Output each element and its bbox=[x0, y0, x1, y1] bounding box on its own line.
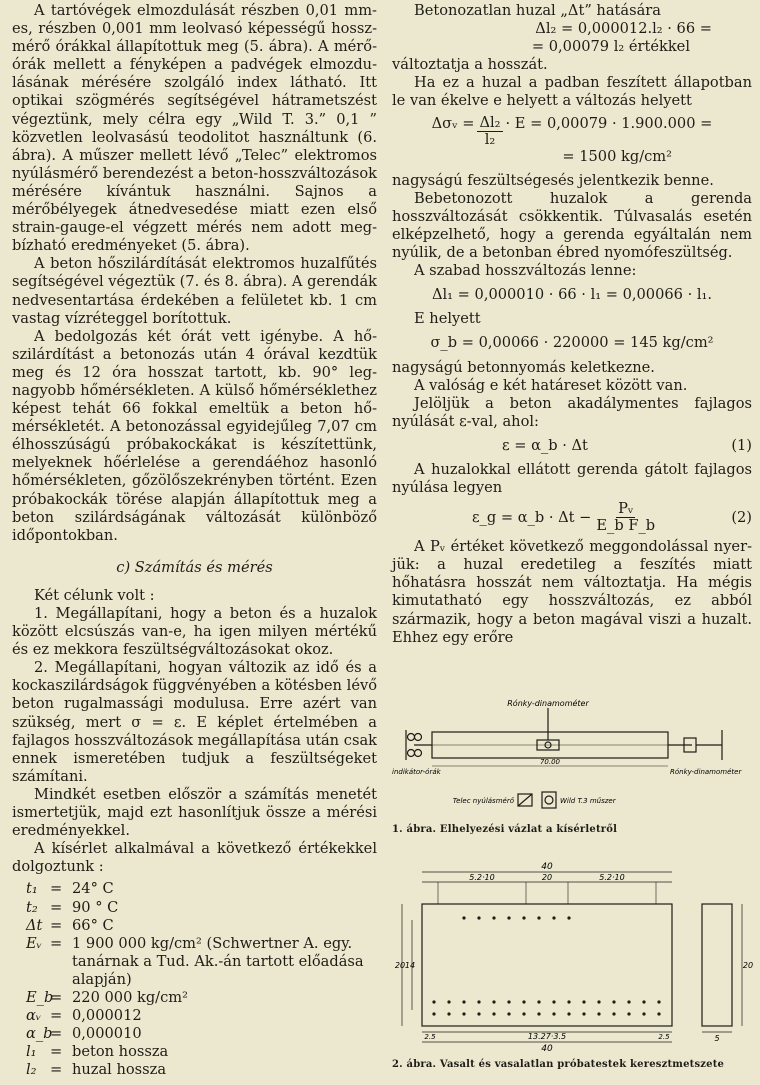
label-length: 70.00 bbox=[539, 758, 561, 766]
equation: σ_b = 0,00066 · 220000 = 145 kg/cm² bbox=[430, 334, 714, 352]
paragraph: Két célunk volt : bbox=[34, 586, 155, 604]
equation-number: (1) bbox=[731, 436, 752, 454]
paragraph: Mindkét esetben először a számítás menetét ismertetjük, majd ezt hasonlítjuk össze a mérési eredményekkel. bbox=[12, 785, 377, 840]
indicator-dial bbox=[408, 750, 415, 757]
telec-legend-symbol bbox=[518, 794, 532, 806]
dim-side-height: 20 bbox=[742, 961, 754, 970]
dim-inner-height: 14 bbox=[404, 961, 416, 970]
wire-dot bbox=[432, 1000, 435, 1003]
paragraph: E helyett bbox=[414, 310, 481, 328]
indicator-dial bbox=[408, 734, 415, 741]
wire-dot bbox=[567, 1000, 570, 1003]
wire-dot bbox=[507, 1012, 510, 1015]
wild-legend-symbol bbox=[545, 796, 553, 804]
wire-dot bbox=[612, 1012, 615, 1015]
label-dynamometer-right: Rónky-dinamométer bbox=[670, 768, 742, 776]
wire-dot bbox=[552, 1000, 555, 1003]
dim-side-width: 5 bbox=[714, 1034, 720, 1043]
variable-row: αᵥ = 0,000012 bbox=[26, 1007, 142, 1025]
wire-dot bbox=[657, 1000, 660, 1003]
dim-total-bottom: 40 bbox=[541, 1044, 553, 1054]
variable-row: Δt = 66° C bbox=[26, 916, 114, 934]
indicator-dial bbox=[415, 734, 422, 741]
equation: ε = α_b · Δt (1) bbox=[502, 436, 752, 454]
dim-seg-left: 5.2·10 bbox=[469, 873, 495, 882]
dim-height: 20 bbox=[394, 961, 406, 970]
wire-dot bbox=[492, 1012, 495, 1015]
equation: ε_g = α_b · Δt − $\frac{\text{Pᵥ}}{\text{E\_b F\_b}}$ (2) bbox=[472, 500, 752, 535]
paragraph: A Pᵥ értéket következő meggondolással nyerjük: a huzal eredetileg a feszítés miatt hőhatásra hosszát nem változtatja. Ha mégis kimutatható egy hosszváltozás, ez abból származik, hogy a beton magával viszi a huzalt. Ehhez egy erőre bbox=[392, 538, 752, 646]
equation: = 1500 kg/cm² bbox=[562, 147, 672, 165]
paragraph: nagyságú feszültségesés jelentkezik benne. bbox=[392, 171, 714, 189]
wire-dot bbox=[507, 1000, 510, 1003]
legend-telec: Telec nyúlásmérő bbox=[452, 797, 514, 805]
wire-dot bbox=[597, 1000, 600, 1003]
paragraph: A tartóvégek elmozdulását részben 0,01 mm-es, részben 0,001 mm leolvasó képességű hosszmérő órákkal állapítottuk meg (5. ábra). A mérőórák mellett a fényképen a padvégek elmozdulásának mérésére szolgáló index látható. Itt optikai szögmérés segítségével hátrametszést végeztünk, mely célra egy „Wild T. 3.” 0,1 ” közvetlen leolvasású teodolitot használtunk (6. ábra). A műszer mellett lévő „Telec” elektromos nyúlásmérő berendezést a beton-hosszváltozások mérésére kívántuk használni. Sajnos a mérőbélyegek átnedvesedése miatt ezen első strain-gauge-el végzett mérés nem adott megbízható eredményeket (5. ábra). bbox=[12, 2, 377, 255]
wire-dot bbox=[537, 1012, 540, 1015]
variable-row: E_b = 220 000 kg/cm² bbox=[26, 988, 188, 1006]
dim-seg-mid: 20 bbox=[541, 873, 553, 882]
legend-wild: Wild T.3 műszer bbox=[560, 797, 616, 805]
paragraph: 1. Megállapítani, hogy a beton és a huzalok között elcsúszás van-e, ha igen milyen mértékű és ez mekkora feszültségváltozásokat okoz. bbox=[12, 605, 377, 659]
fraction: $\frac{\text{Δl₂}}{\text{l₂}}$ bbox=[479, 113, 501, 148]
equation: = 0,00079 l₂ értékkel bbox=[531, 38, 690, 56]
figure-1-caption: 1. ábra. Elhelyezési vázlat a kísérletről bbox=[392, 824, 618, 835]
wire-dots bbox=[432, 916, 660, 1015]
paragraph: A valóság e két határeset között van. bbox=[414, 376, 688, 394]
wire-dot bbox=[642, 1012, 645, 1015]
paragraph: A huzalokkal ellátott gerenda gátolt fajlagos nyúlása legyen bbox=[392, 460, 752, 497]
right-column bbox=[392, 2, 752, 647]
label-dynamometer-top: Rónky-dinamométer bbox=[507, 699, 589, 708]
paragraph: A kísérlet alkalmával a következő értékekkel dolgoztunk : bbox=[12, 840, 377, 876]
wire-dot bbox=[447, 1012, 450, 1015]
paragraph: Jelöljük a beton akadálymentes fajlagos nyúlását ε-val, ahol: bbox=[392, 394, 752, 430]
indicator-dial bbox=[415, 750, 422, 757]
fraction: $\frac{\text{Pᵥ}}{\text{E\_b F\_b}}$ bbox=[596, 500, 656, 535]
wire-dot bbox=[507, 916, 510, 919]
figure-2-caption: 2. ábra. Vasalt és vasalatlan próbatestek keresztmetszete bbox=[392, 1059, 725, 1070]
left-column bbox=[12, 2, 377, 1079]
dim-seg-right: 5.2·10 bbox=[599, 873, 625, 882]
wire-dot bbox=[627, 1012, 630, 1015]
wire-dot bbox=[462, 1000, 465, 1003]
dim-bottom-right: 2.5 bbox=[658, 1033, 670, 1041]
variable-row: l₂ = huzal hossza bbox=[26, 1061, 167, 1079]
wire-dot bbox=[477, 1000, 480, 1003]
wire-dot bbox=[522, 1012, 525, 1015]
wire-dot bbox=[432, 1012, 435, 1015]
figure-2-diagram bbox=[392, 860, 752, 1054]
variable-row: t₂ = 90 ° C bbox=[26, 898, 119, 916]
variable-row: t₁ = 24° C bbox=[26, 880, 114, 898]
cross-section-outline bbox=[422, 904, 672, 1026]
wire-dot bbox=[552, 916, 555, 919]
side-section-outline bbox=[702, 904, 732, 1026]
wire-dot bbox=[522, 916, 525, 919]
variable-row: α_b = 0,000010 bbox=[26, 1025, 142, 1043]
figure-1-diagram bbox=[392, 700, 752, 820]
paragraph: A szabad hosszváltozás lenne: bbox=[414, 262, 637, 280]
wire-dot bbox=[537, 916, 540, 919]
variable-list bbox=[26, 880, 377, 1079]
wire-dot bbox=[462, 1012, 465, 1015]
paragraph: Bebetonozott huzalok a gerenda hosszváltozását csökkentik. Túlvasalás esetén elképzelhető, hogy a gerenda egyáltalán nem nyúlik, de a betonban ébred nyomófeszültség. bbox=[392, 189, 752, 262]
wire-dot bbox=[612, 1000, 615, 1003]
wild-legend-symbol bbox=[542, 792, 556, 808]
paragraph: változtatja a hosszát. bbox=[392, 56, 548, 74]
dim-bottom-mid: 13.27·3.5 bbox=[527, 1032, 567, 1041]
wire-dot bbox=[492, 1000, 495, 1003]
dim-total-top: 40 bbox=[541, 862, 553, 872]
paragraph: A beton hőszilárdítását elektromos huzalfűtés segítségével végeztük (7. és 8. ábra). A gerendák nedvesentartása érdekében a felületet kb. 1 cm vastag vízréteggel borítottuk. bbox=[12, 255, 377, 327]
paragraph: Ha ez a huzal a padban feszített állapotban le van ékelve e helyett a változás helyett bbox=[392, 74, 752, 110]
wire-dot bbox=[522, 1000, 525, 1003]
label-indicator: indikátor-órák bbox=[392, 768, 441, 776]
wire-dot bbox=[477, 1012, 480, 1015]
equation: Δl₂ = 0,000012.l₂ · 66 = bbox=[535, 20, 712, 38]
variable-row: Eᵥ = 1 900 000 kg/cm² (Schwertner A. egy. tanárnak a Tud. Ak.-án tartott előadása alapján) bbox=[26, 934, 364, 988]
wire-dot bbox=[582, 1000, 585, 1003]
variable-row: l₁ = beton hossza bbox=[26, 1043, 169, 1061]
equation-number: (2) bbox=[731, 508, 752, 526]
wire-dot bbox=[597, 1012, 600, 1015]
paragraph: nagyságú betonnyomás keletkezne. bbox=[392, 358, 655, 376]
wire-dot bbox=[462, 916, 465, 919]
wire-dot bbox=[447, 1000, 450, 1003]
wire-dot bbox=[642, 1000, 645, 1003]
equation: Δσᵥ = $\frac{\text{Δl₂}}{\text{l₂}}$ · E = 0,00079 · 1.900.000 = bbox=[431, 113, 713, 148]
wire-dot bbox=[567, 1012, 570, 1015]
wire-dot bbox=[477, 916, 480, 919]
wire-dot bbox=[627, 1000, 630, 1003]
paragraph: A bedolgozás két órát vett igénybe. A hőszilárdítást a betonozás után 4 órával kezdtük meg és 12 óra hosszat tartott, kb. 90° legnagyobb hőmérsékleten. A külső hőmérséklethez képest tehát 66 fokkal emeltük a beton hőmérsékletét. A betonozással egyidejűleg 7,07 cm élhosszúságú próbakockákat is készítettünk, melyeknek hőérlelése a gerendáéhoz hasonló hőmérsékleten, gőzölőszekrényben történt. Ezen próbakockák törése alapján állapítottuk meg a beton szilárdságának változását különböző időpontokban. bbox=[12, 327, 377, 544]
equation: Δl₁ = 0,000010 · 66 · l₁ = 0,00066 · l₁. bbox=[431, 286, 713, 304]
paragraph: Betonozatlan huzal „Δt” hatására bbox=[414, 2, 661, 19]
wire-dot bbox=[537, 1000, 540, 1003]
paragraph: 2. Megállapítani, hogyan változik az idő és a kockaszilárdságok függvényében a kötésben lévő beton rugalmassági modulusa. Erre azért van szükség, mert σ = ε. E képlet értelmében a fajlagos hosszváltozások megállapítása után csak ennek ismeretében tudjuk a feszültségeket számítani. bbox=[12, 659, 377, 785]
dim-bottom-left: 2.5 bbox=[424, 1033, 436, 1041]
wire-dot bbox=[492, 916, 495, 919]
wire-dot bbox=[582, 1012, 585, 1015]
wire-dot bbox=[567, 916, 570, 919]
section-heading: c) Számítás és mérés bbox=[116, 558, 273, 576]
wire-dot bbox=[657, 1012, 660, 1015]
wire-dot bbox=[552, 1012, 555, 1015]
